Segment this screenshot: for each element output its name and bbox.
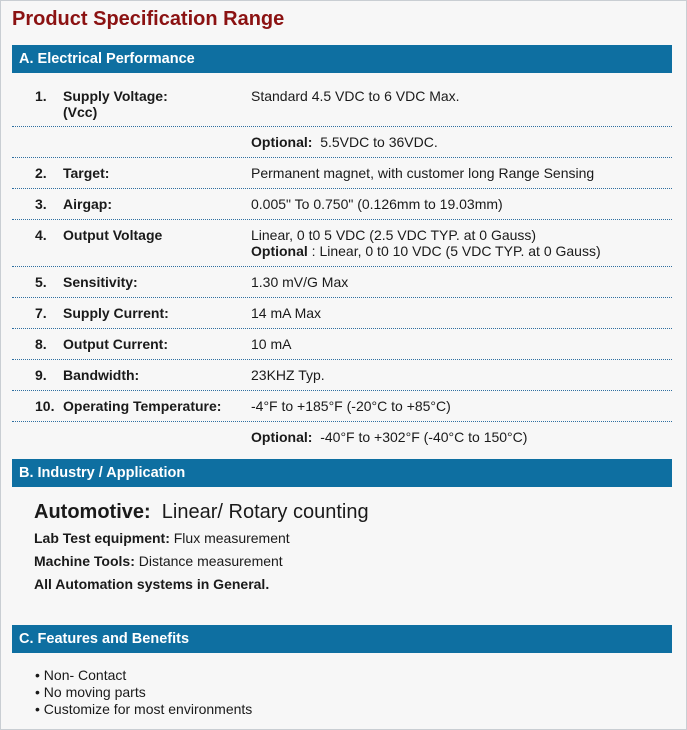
automotive-value: Linear/ Rotary counting bbox=[161, 501, 369, 523]
spec-row-output-voltage bbox=[12, 220, 672, 267]
application-machine bbox=[34, 550, 369, 573]
spec-label: Supply Current: bbox=[63, 305, 169, 321]
optional-label: Optional: bbox=[251, 134, 313, 150]
section-header-industry: B. Industry / Application bbox=[12, 459, 672, 487]
features-list bbox=[35, 667, 252, 718]
section-header-features: C. Features and Benefits bbox=[12, 625, 672, 653]
spec-label: Sensitivity: bbox=[63, 274, 138, 290]
spec-label: Operating Temperature: bbox=[63, 398, 222, 414]
spec-row-output-current bbox=[12, 329, 672, 360]
application-automotive bbox=[34, 500, 369, 524]
spec-number: 5. bbox=[35, 274, 47, 290]
spec-value: 23KHZ Typ. bbox=[251, 367, 325, 383]
spec-value: Standard 4.5 VDC to 6 VDC Max. bbox=[251, 88, 460, 104]
spec-optional bbox=[251, 134, 438, 150]
spec-value: Linear, 0 t0 5 VDC (2.5 VDC TYP. at 0 Gauss) bbox=[251, 227, 537, 243]
optional-value: -40°F to +302°F (-40°C to 150°C) bbox=[320, 429, 528, 445]
spec-number: 10. bbox=[35, 398, 55, 414]
spec-number: 3. bbox=[35, 196, 47, 212]
spec-label: Target: bbox=[63, 165, 110, 181]
feature-item: • No moving parts bbox=[35, 684, 146, 700]
section-header-electrical: A. Electrical Performance bbox=[12, 45, 672, 73]
spec-row-operating-temperature-optional bbox=[12, 422, 672, 454]
spec-number: 9. bbox=[35, 367, 47, 383]
machine-label: Machine Tools: bbox=[34, 553, 135, 569]
feature-item: • Non- Contact bbox=[35, 667, 127, 683]
optional-value: 5.5VDC to 36VDC. bbox=[320, 134, 438, 150]
spec-optional bbox=[251, 429, 527, 445]
automotive-label: Automotive: bbox=[34, 501, 151, 523]
spec-value: 1.30 mV/G Max bbox=[251, 274, 349, 290]
spec-row-bandwidth bbox=[12, 360, 672, 391]
page-title: Product Specification Range bbox=[12, 8, 285, 30]
lab-value: Flux measurement bbox=[173, 530, 290, 546]
lab-label: Lab Test equipment: bbox=[34, 530, 170, 546]
spec-row-operating-temperature bbox=[12, 391, 672, 422]
spec-value-group bbox=[251, 227, 601, 259]
all-automation-text: All Automation systems in General. bbox=[34, 576, 270, 592]
spec-value: 14 mA Max bbox=[251, 305, 322, 321]
spec-row-airgap bbox=[12, 189, 672, 220]
application-lab bbox=[34, 527, 369, 550]
spec-value: -4°F to +185°F (-20°C to +85°C) bbox=[251, 398, 451, 414]
spec-label: Output Current: bbox=[63, 336, 168, 352]
spec-label: Bandwidth: bbox=[63, 367, 140, 383]
spec-number: 8. bbox=[35, 336, 47, 352]
optional-value: : Linear, 0 t0 10 VDC (5 VDC TYP. at 0 Gauss) bbox=[311, 243, 601, 259]
spec-row-supply-voltage-optional bbox=[12, 127, 672, 158]
spec-number: 2. bbox=[35, 165, 47, 181]
spec-label: Output Voltage bbox=[63, 227, 163, 243]
spec-number: 4. bbox=[35, 227, 47, 243]
spec-row-supply-current bbox=[12, 298, 672, 329]
spec-value: Permanent magnet, with customer long Range Sensing bbox=[251, 165, 595, 181]
feature-item: • Customize for most environments bbox=[35, 701, 253, 717]
applications-block bbox=[34, 500, 369, 596]
machine-value: Distance measurement bbox=[138, 553, 283, 569]
spec-label-line2: (Vcc) bbox=[63, 104, 98, 120]
spec-row-supply-voltage bbox=[12, 81, 672, 127]
spec-label bbox=[63, 88, 168, 120]
spec-value: 10 mA bbox=[251, 336, 292, 352]
spec-number: 7. bbox=[35, 305, 47, 321]
spec-label-line1: Supply Voltage: bbox=[63, 88, 168, 104]
optional-label: Optional: bbox=[251, 429, 313, 445]
spec-number: 1. bbox=[35, 88, 47, 104]
spec-table bbox=[12, 81, 672, 454]
spec-value: 0.005" To 0.750" (0.126mm to 19.03mm) bbox=[251, 196, 503, 212]
optional-label: Optional bbox=[251, 243, 308, 259]
spec-row-sensitivity bbox=[12, 267, 672, 298]
spec-label: Airgap: bbox=[63, 196, 112, 212]
spec-row-target bbox=[12, 158, 672, 189]
application-all-automation bbox=[34, 573, 369, 596]
